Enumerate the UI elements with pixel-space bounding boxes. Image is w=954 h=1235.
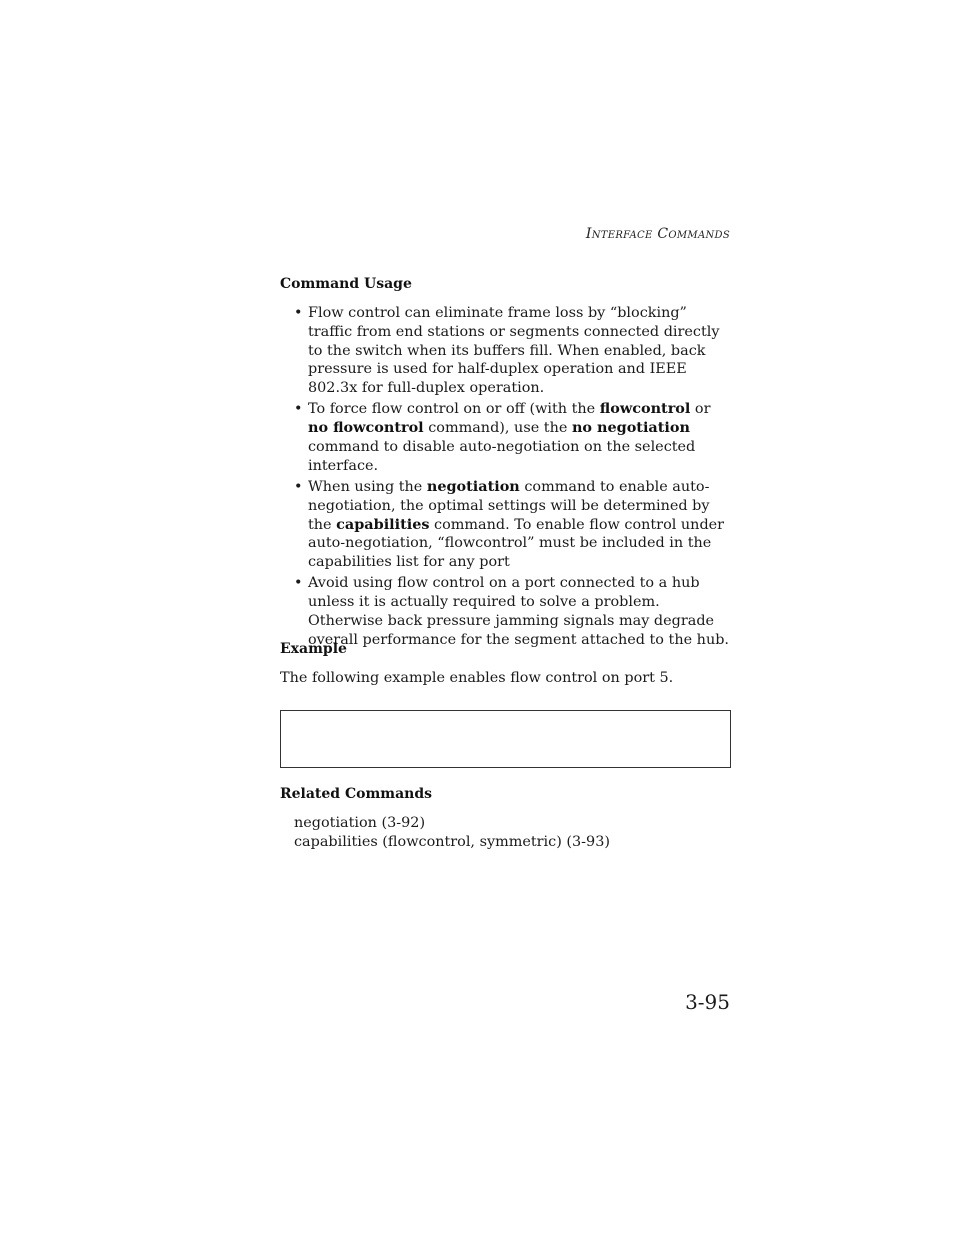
bullet-icon: • — [294, 305, 303, 321]
bullet-icon: • — [294, 401, 303, 418]
command-keyword: capabilities — [336, 515, 430, 533]
related-command-item: negotiation (3-92) — [294, 815, 426, 831]
page-number: 3-95 — [685, 990, 730, 1014]
list-item: • Flow control can eliminate frame loss by “blocking” traffic from end stations or segments connected directly to the switch when its buffers fill. When enabled, back pressure is used for half-duplex operation and IEEE 802.3x for full-duplex operation. — [294, 305, 720, 397]
list-item: • When using the negotiation command to enable auto-negotiation, the optimal settings will be determined by the capabilities command. To enable flow control under auto-negotiation, “flowcontrol” must be included in the capabilities list for any port — [294, 477, 725, 571]
list-item: • To force flow control on or off (with the flowcontrol or no flowcontrol command), use the no negotiation command to disable auto-negotiation on the selected interface. — [294, 400, 711, 474]
related-commands-heading: Related Commands — [280, 786, 432, 802]
example-heading: Example — [280, 641, 347, 657]
example-code-box — [280, 710, 731, 768]
running-header: Interface Commands — [585, 226, 730, 242]
command-keyword: negotiation — [426, 477, 520, 495]
command-keyword: flowcontrol — [599, 400, 691, 418]
related-command-item: capabilities (flowcontrol, symmetric) (3-93) — [294, 834, 610, 850]
bullet-icon: • — [294, 575, 303, 592]
command-keyword: no flowcontrol — [308, 419, 424, 437]
related-commands-list — [294, 814, 734, 852]
command-usage-list — [294, 304, 730, 652]
bullet-icon: • — [294, 478, 303, 495]
example-description: The following example enables flow control on port 5. — [280, 670, 674, 686]
command-keyword: no negotiation — [571, 419, 690, 437]
command-usage-heading: Command Usage — [280, 276, 412, 292]
list-item: • Avoid using flow control on a port connected to a hub unless it is actually required to solve a problem. Otherwise back pressure jamming signals may degrade overall performance for the segment attached to the hub. — [294, 575, 729, 648]
